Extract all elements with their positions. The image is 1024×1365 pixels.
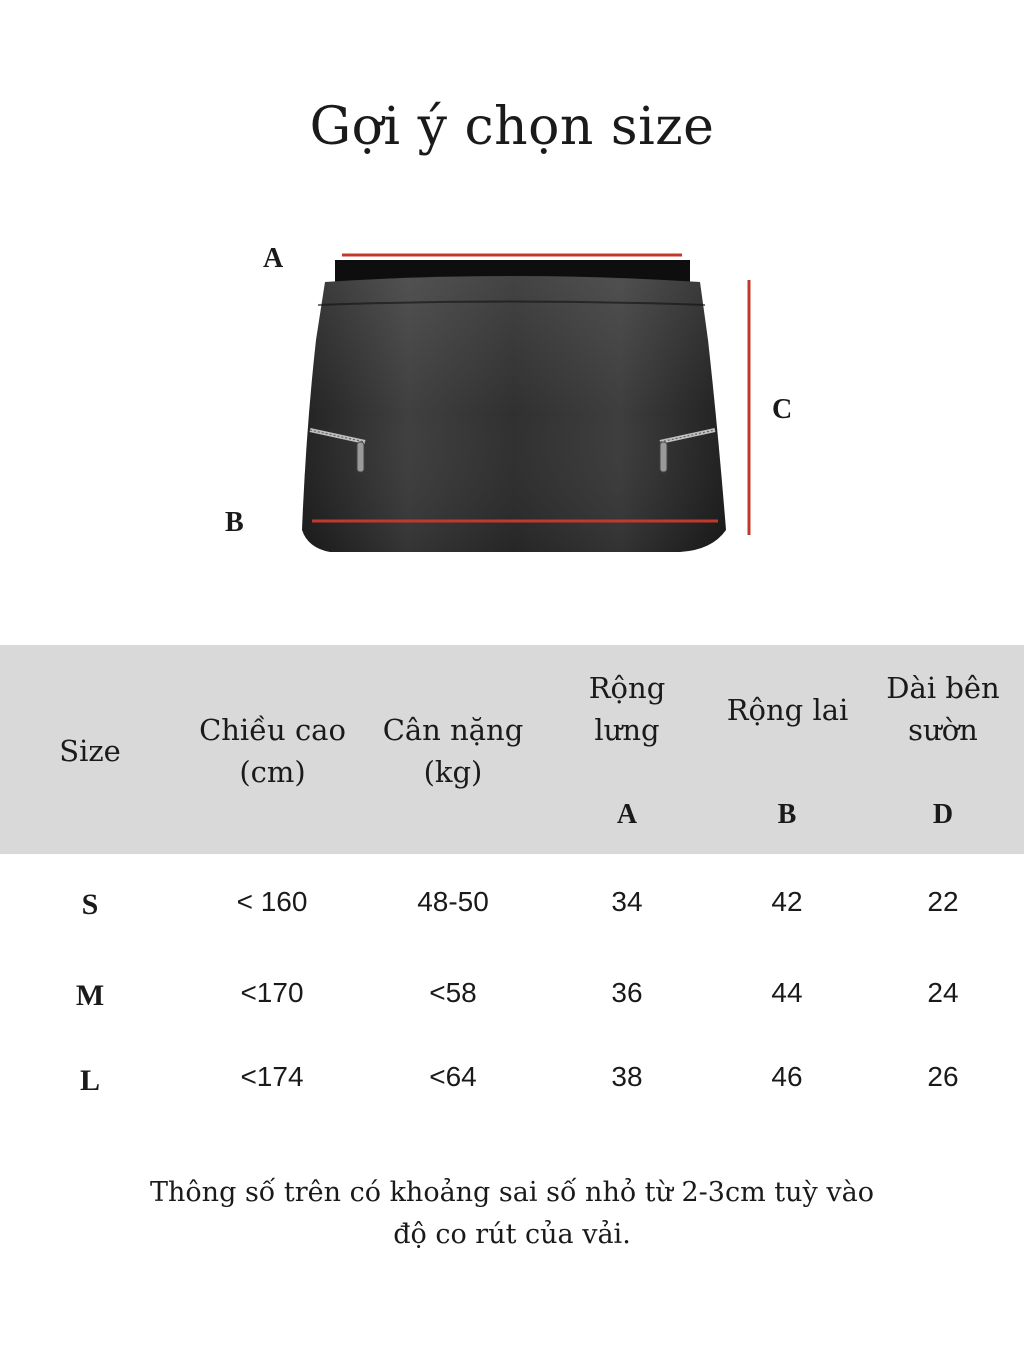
cell-d: 24 <box>927 977 959 1008</box>
cell-weight: <64 <box>429 1061 477 1092</box>
measurement-diagram <box>0 230 1024 590</box>
cell-a: 34 <box>611 886 643 917</box>
header-hem: Rộng lai <box>726 693 849 727</box>
header-side-line1: Dài bên <box>886 671 1000 705</box>
cell-weight: 48-50 <box>417 886 489 917</box>
table-row-size: S <box>81 888 99 921</box>
header-letter-d: D <box>932 799 954 830</box>
header-size: Size <box>59 734 121 768</box>
table-row-size: L <box>79 1064 100 1097</box>
header-letter-b: B <box>777 799 797 830</box>
header-height-line1: Chiều cao <box>199 713 346 747</box>
cell-a: 36 <box>611 977 643 1008</box>
cell-height: <174 <box>240 1061 304 1092</box>
header-side-length <box>875 667 1011 751</box>
label-a: A <box>263 243 284 274</box>
size-note <box>112 1172 912 1256</box>
header-waist-line1: Rộng <box>588 671 666 705</box>
header-waist <box>557 667 697 751</box>
table-row-size: M <box>75 979 105 1012</box>
cell-b: 42 <box>771 886 803 917</box>
header-weight-line2: (kg) <box>423 755 483 789</box>
header-side-line2: sườn <box>908 713 978 747</box>
cell-a: 38 <box>611 1061 643 1092</box>
skirt-icon <box>0 230 1024 590</box>
cell-d: 26 <box>927 1061 959 1092</box>
header-weight <box>368 709 538 793</box>
cell-height: < 160 <box>236 886 308 917</box>
cell-d: 22 <box>927 886 959 917</box>
header-height <box>180 709 365 793</box>
cell-b: 44 <box>771 977 803 1008</box>
cell-b: 46 <box>771 1061 803 1092</box>
note-line1: Thông số trên có khoảng sai số nhỏ từ 2-3cm tuỳ vào <box>150 1177 874 1208</box>
header-letter-a: A <box>616 799 638 830</box>
header-waist-line2: lưng <box>594 713 660 747</box>
note-line2: độ co rút của vải. <box>393 1219 631 1250</box>
label-b: B <box>225 507 244 538</box>
cell-height: <170 <box>240 977 304 1008</box>
label-c: C <box>772 394 793 425</box>
header-weight-line1: Cân nặng <box>382 713 524 747</box>
page-title: Gợi ý chọn size <box>309 97 715 157</box>
cell-weight: <58 <box>429 977 477 1008</box>
header-height-line2: (cm) <box>239 755 306 789</box>
